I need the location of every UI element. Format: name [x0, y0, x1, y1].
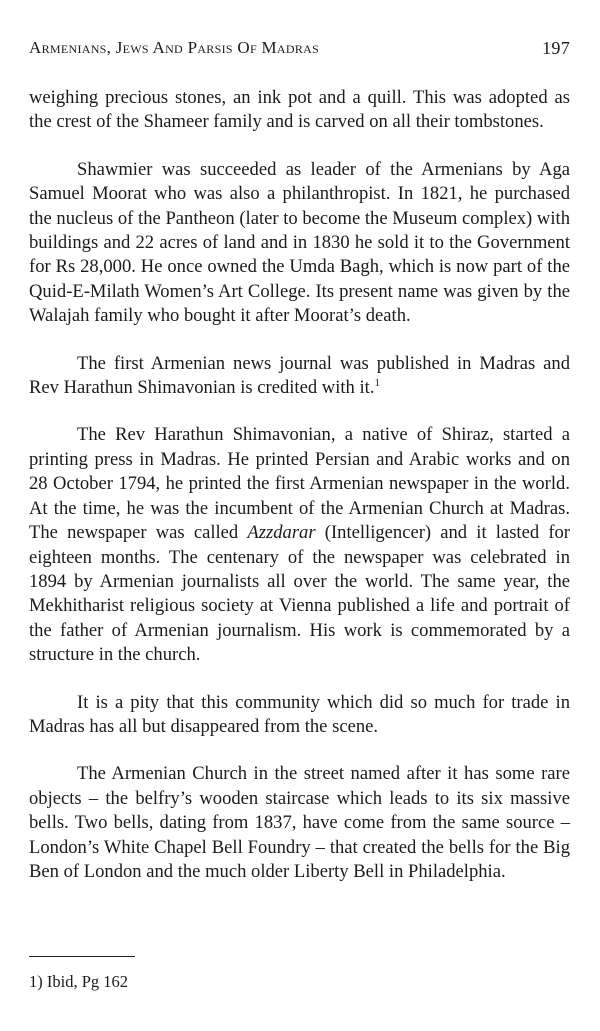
paragraph-text: (Intelligencer) and it lasted for eighteen months. The centenary of the newspaper was celebrated in 1894 by Armenian journalists all over the world. The same year, the Mekhitharist religious society at Vienna published a life and portrait of the father of Armenian journalism. His work is commemorated by a structure in the church. [29, 522, 570, 666]
paragraph-text: It is a pity that this community which did so much for trade in Madras has all but disappeared from the scene. [29, 691, 570, 737]
running-header [29, 38, 570, 60]
newspaper-title: Azzdarar [247, 522, 316, 544]
page-number: 197 [542, 38, 570, 58]
paragraph [29, 691, 570, 740]
paragraph-text: The Rev Harathun Shimavonian, a native of Shiraz, started a printing press in Madras. He printed Persian and Arabic works and on 28 October 1794, he printed the first Armenian newspaper in the world. At the time, he was the incumbent of the Armenian Church at Madras. The newspaper was called [29, 424, 570, 544]
footnote-rule [29, 956, 135, 957]
paragraph-text: weighing precious stones, an ink pot and a quill. This was adopted as the crest of the Shameer family and is carved on all their tombstones. [29, 87, 570, 133]
paragraph-text: Shawmier was succeeded as leader of the Armenians by Aga Samuel Moorat who was also a philanthropist. In 1821, he purchased the nucleus of the Pantheon (later to become the Museum complex) with buildings and 22 acres of land and in 1830 he sold it to the Government for Rs 28,000. He once owned the Umda Bagh, which is now part of the Quid-E-Milath Women’s Art College. Its present name was given by the Walajah family who bought it after Moorat’s death. [29, 158, 570, 327]
paragraph [29, 423, 570, 667]
paragraph [29, 762, 570, 884]
paragraph [29, 86, 570, 135]
body-text [29, 86, 570, 884]
footnote: 1) Ibid, Pg 162 [29, 972, 128, 991]
paragraph [29, 158, 570, 329]
paragraph [29, 352, 570, 401]
footnote-marker: 1 [374, 376, 380, 389]
running-title: Armenians, Jews And Parsis Of Madras [29, 38, 320, 57]
paragraph-text: The first Armenian news journal was published in Madras and Rev Harathun Shimavonian is credited with it. [29, 352, 570, 399]
paragraph-text: The Armenian Church in the street named after it has some rare objects – the belfry’s wooden staircase which leads to its six massive bells. Two bells, dating from 1837, have come from the same source – London’s White Chapel Bell Foundry – that created the bells for the Big Ben of London and the much older Liberty Bell in Philadelphia. [29, 763, 570, 882]
